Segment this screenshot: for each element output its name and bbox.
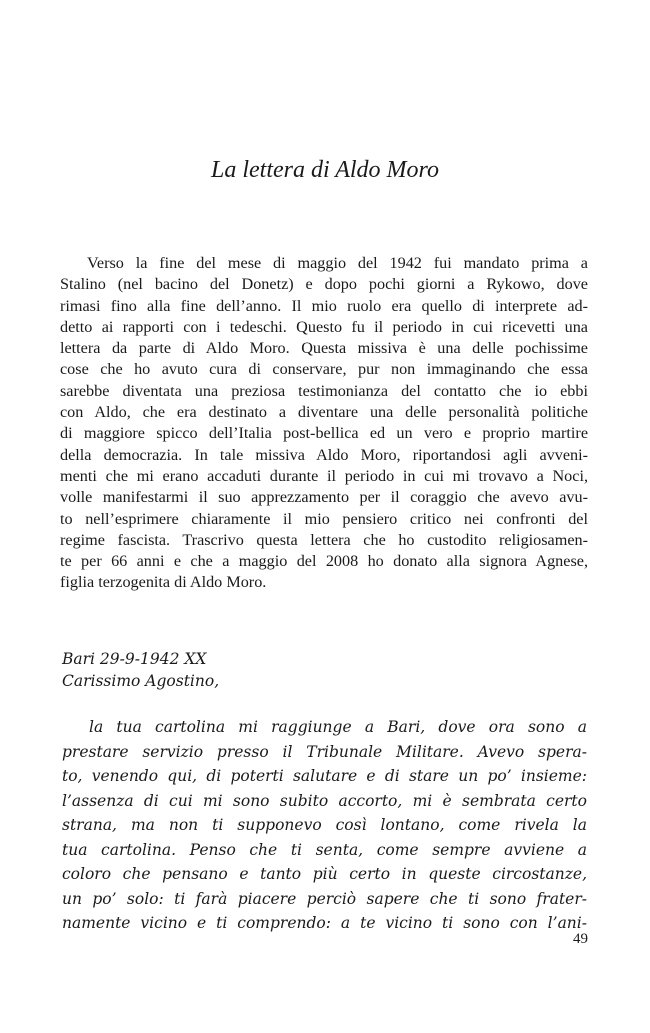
letter-line: un po’ solo: ti farà piacere perciò sapere che ti sono frater-	[62, 889, 587, 908]
body-line: regime fascista. Trascrivo questa lettera che ho custodito religiosamen-	[60, 530, 588, 549]
letter-header	[62, 648, 582, 692]
page-number: 49	[573, 931, 588, 947]
letter-text	[62, 715, 587, 936]
letter-date: Bari 29-9-1942 XX	[62, 650, 207, 668]
letter-line: la tua cartolina mi raggiunge a Bari, dove ora sono a	[89, 718, 587, 736]
letter-line: tua cartolina. Penso che ti senta, come sempre avviene a	[62, 840, 587, 859]
body-paragraph	[60, 253, 588, 594]
letter-line: to, venendo qui, di poterti salutare e di stare un po’ insieme:	[62, 767, 587, 785]
letter-salutation: Carissimo Agostino,	[62, 672, 220, 690]
letter-line: l’assenza di cui mi sono subito accorto, mi è sembrata certo	[62, 791, 587, 810]
body-line: di maggiore spicco dell’Italia post-bellica ed un vero e proprio martire	[60, 424, 588, 443]
body-line: volle manifestarmi il suo apprezzamento per il coraggio che avevo avu-	[60, 488, 588, 507]
body-line: figlia terzogenita di Aldo Moro.	[60, 573, 267, 592]
letter-line: strana, ma non ti supponevo così lontano, come rivela la	[62, 816, 587, 834]
body-line: lettera da parte di Aldo Moro. Questa missiva è una delle pochissime	[60, 339, 588, 358]
body-line: della democrazia. In tale missiva Aldo Moro, riportandosi agli avveni-	[60, 445, 588, 464]
body-line: menti che mi erano accaduti durante il periodo in cui mi trovavo a Noci,	[60, 466, 588, 485]
body-line: to nell’esprimere chiaramente il mio pensiero critico nei confronti del	[60, 509, 588, 528]
letter-line: coloro che pensano e tanto più certo in queste circostanze,	[62, 865, 587, 883]
body-line: cose che ho avuto cura di conservare, pur non immaginando che essa	[60, 360, 588, 379]
letter-line: prestare servizio presso il Tribunale Militare. Avevo spera-	[62, 742, 587, 761]
body-line: te per 66 anni e che a maggio del 2008 ho donato alla signora Agnese,	[60, 552, 588, 571]
body-line: Stalino (nel bacino del Donetz) e dopo pochi giorni a Rykowo, dove	[60, 275, 588, 294]
body-line: rimasi fino alla fine dell’anno. Il mio ruolo era quello di interprete ad-	[60, 296, 588, 315]
body-line: Verso la fine del mese di maggio del 1942 fui mandato prima a	[87, 254, 588, 272]
letter-line: namente vicino e ti comprendo: a te vicino ti sono con l’ani-	[62, 914, 587, 932]
body-line: con Aldo, che era destinato a diventare una delle personalità politiche	[60, 403, 588, 422]
body-line: detto ai rapporti con i tedeschi. Questo fu il periodo in cui ricevetti una	[60, 317, 588, 336]
body-line: sarebbe diventata una preziosa testimonianza del contatto che io ebbi	[60, 381, 588, 400]
chapter-title: La lettera di Aldo Moro	[211, 157, 439, 183]
